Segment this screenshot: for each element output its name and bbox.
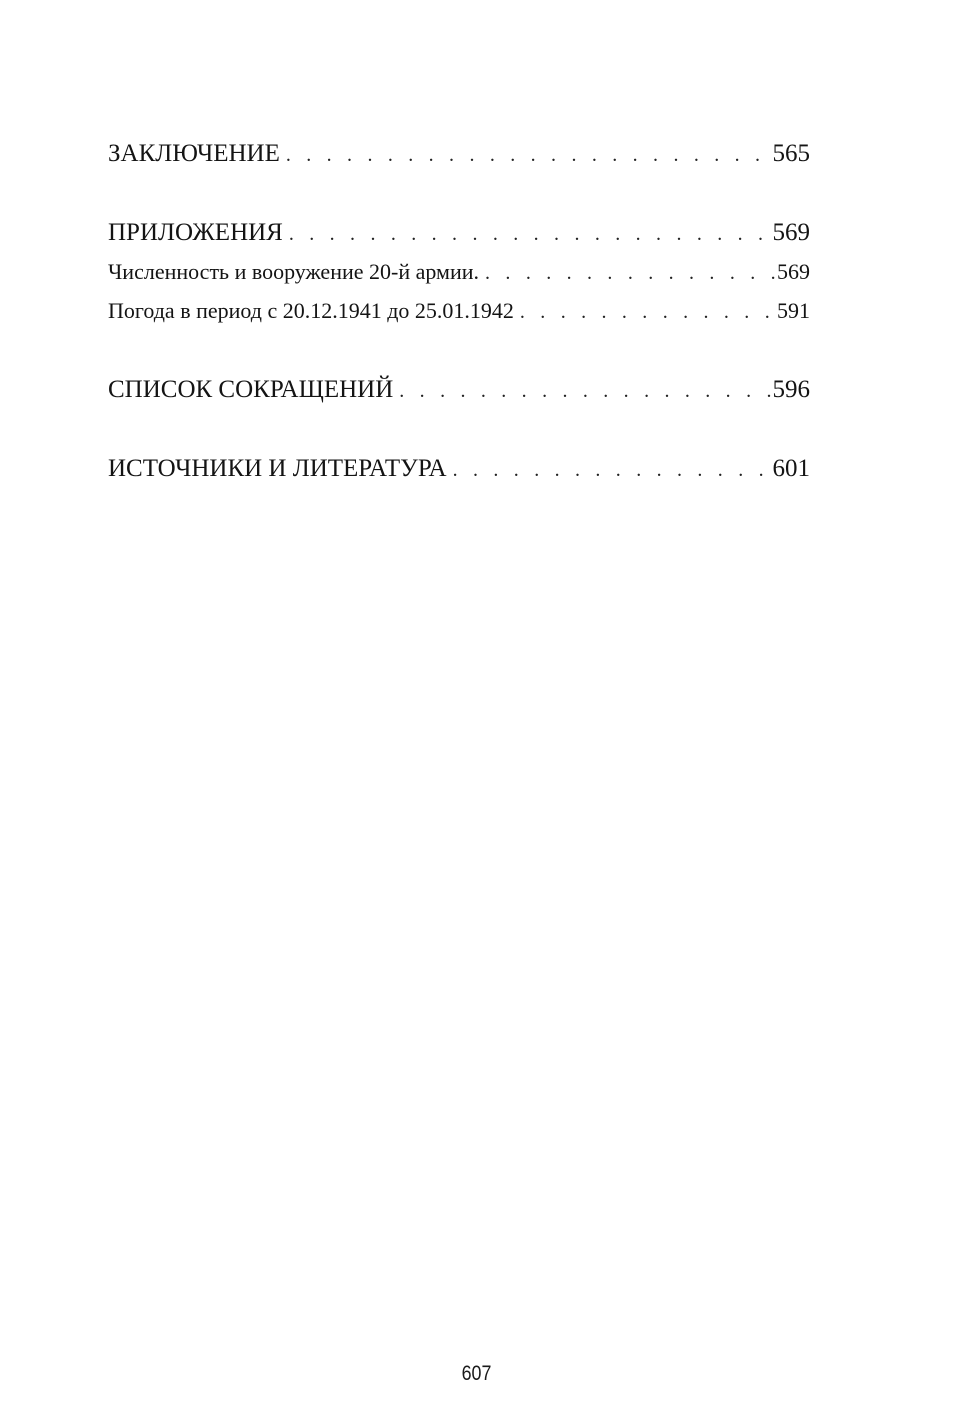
dot-leader (479, 254, 777, 293)
toc-entry-page: 565 (772, 140, 810, 167)
toc-entry-sources[interactable] (108, 449, 810, 488)
dot-leader (447, 451, 773, 490)
dot-leader (393, 372, 772, 411)
toc-entry-page: 591 (777, 298, 810, 323)
dot-leader (283, 215, 773, 254)
toc-entry-title: СПИСОК СОКРАЩЕНИЙ (108, 376, 394, 403)
toc-subentry-army-strength[interactable] (108, 252, 810, 291)
toc-entry-title: Погода в период с 20.12.1941 до 25.01.1942 (108, 298, 514, 323)
toc-entry-title: ЗАКЛЮЧЕНИЕ (108, 140, 280, 167)
page-number: 607 (461, 1362, 492, 1385)
dot-leader (280, 136, 773, 175)
toc-entry-title: ИСТОЧНИКИ И ЛИТЕРАТУРА (108, 455, 447, 482)
toc-entry-appendices[interactable] (108, 213, 810, 252)
toc-entry-conclusion[interactable] (108, 134, 810, 173)
toc-entry-abbreviations[interactable] (108, 370, 810, 409)
toc-entry-page: 569 (772, 219, 810, 246)
dot-leader (514, 293, 777, 332)
toc-subentry-weather[interactable] (108, 291, 810, 330)
toc-entry-title: ПРИЛОЖЕНИЯ (108, 219, 283, 246)
toc-entry-page: 601 (772, 455, 810, 482)
toc-entry-page: 569 (777, 259, 810, 284)
table-of-contents (108, 134, 810, 488)
toc-entry-page: 596 (772, 376, 810, 403)
toc-entry-title: Численность и вооружение 20-й армии. (108, 259, 480, 284)
